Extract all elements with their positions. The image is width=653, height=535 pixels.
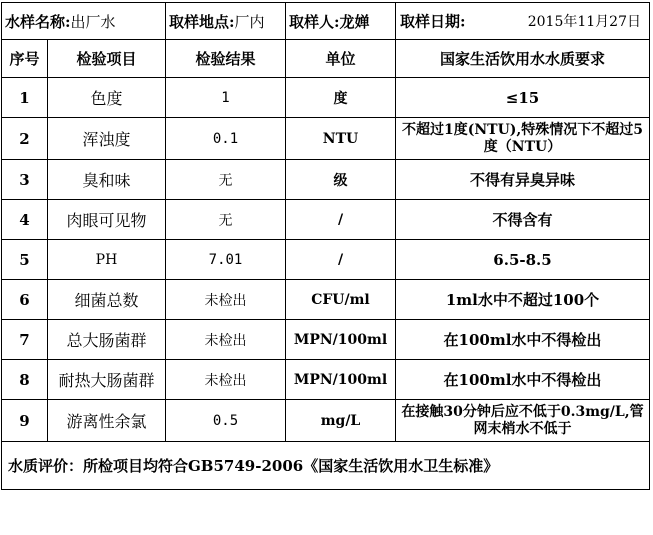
result-cell: 未检出 <box>166 320 286 360</box>
seq-cell: 8 <box>2 360 48 400</box>
seq-cell: 7 <box>2 320 48 360</box>
result-cell: 0.5 <box>166 400 286 442</box>
item-cell: 肉眼可见物 <box>48 200 166 240</box>
sample-name-label: 水样名称: <box>5 12 71 31</box>
item-cell: 总大肠菌群 <box>48 320 166 360</box>
requirement-cell: 在接触30分钟后应不低于0.3mg/L,管网末梢水不低于 <box>396 400 650 442</box>
date-label: 取样日期: <box>400 12 466 31</box>
sampler-cell <box>286 3 396 40</box>
table-row <box>2 280 650 320</box>
sampler-label: 取样人: <box>289 12 340 31</box>
seq-cell: 1 <box>2 78 48 118</box>
requirement-cell: 1ml水中不超过100个 <box>396 280 650 320</box>
location-cell <box>166 3 286 40</box>
item-cell: 游离性余氯 <box>48 400 166 442</box>
col-result: 检验结果 <box>166 40 286 78</box>
seq-cell: 5 <box>2 240 48 280</box>
requirement-cell: 不超过1度(NTU),特殊情况下不超过5度（NTU） <box>396 118 650 160</box>
requirement-cell: 在100ml水中不得检出 <box>396 360 650 400</box>
date-value: 2015年11月27日 <box>527 14 641 30</box>
result-cell: 0.1 <box>166 118 286 160</box>
unit-cell: mg/L <box>286 400 396 442</box>
header-row <box>2 3 650 40</box>
requirement-cell: 不得有异臭异味 <box>396 160 650 200</box>
unit-cell: CFU/ml <box>286 280 396 320</box>
location-label: 取样地点: <box>169 12 235 31</box>
water-quality-evaluation: 水质评价：所检项目均符合GB5749-2006《国家生活饮用水卫生标准》 <box>2 442 650 490</box>
table-row <box>2 118 650 160</box>
col-unit: 单位 <box>286 40 396 78</box>
table-row <box>2 320 650 360</box>
seq-cell: 6 <box>2 280 48 320</box>
unit-cell: / <box>286 200 396 240</box>
result-cell: 无 <box>166 200 286 240</box>
sample-name-value: 出厂水 <box>70 12 116 31</box>
requirement-cell: 不得含有 <box>396 200 650 240</box>
result-cell: 1 <box>166 78 286 118</box>
location-value: 厂内 <box>234 12 265 31</box>
item-cell: 色度 <box>48 78 166 118</box>
seq-cell: 9 <box>2 400 48 442</box>
report-table <box>1 2 650 490</box>
col-item: 检验项目 <box>48 40 166 78</box>
unit-cell: MPN/100ml <box>286 360 396 400</box>
unit-cell: 级 <box>286 160 396 200</box>
requirement-cell: 在100ml水中不得检出 <box>396 320 650 360</box>
seq-cell: 3 <box>2 160 48 200</box>
unit-cell: NTU <box>286 118 396 160</box>
column-header-row <box>2 40 650 78</box>
item-cell: PH <box>48 240 166 280</box>
sampler-value: 龙婵 <box>339 12 370 31</box>
result-cell: 无 <box>166 160 286 200</box>
seq-cell: 2 <box>2 118 48 160</box>
unit-cell: / <box>286 240 396 280</box>
result-cell: 未检出 <box>166 280 286 320</box>
result-cell: 7.01 <box>166 240 286 280</box>
table-row <box>2 78 650 118</box>
table-row <box>2 200 650 240</box>
seq-cell: 4 <box>2 200 48 240</box>
item-cell: 浑浊度 <box>48 118 166 160</box>
col-seq: 序号 <box>2 40 48 78</box>
col-requirement: 国家生活饮用水水质要求 <box>396 40 650 78</box>
requirement-cell: ≤15 <box>396 78 650 118</box>
item-cell: 细菌总数 <box>48 280 166 320</box>
table-row <box>2 160 650 200</box>
footer-row <box>2 442 650 490</box>
date-cell <box>396 3 650 40</box>
table-row <box>2 400 650 442</box>
unit-cell: MPN/100ml <box>286 320 396 360</box>
table-row <box>2 360 650 400</box>
sample-name-cell <box>2 3 166 40</box>
requirement-cell: 6.5-8.5 <box>396 240 650 280</box>
item-cell: 耐热大肠菌群 <box>48 360 166 400</box>
result-cell: 未检出 <box>166 360 286 400</box>
table-row <box>2 240 650 280</box>
item-cell: 臭和味 <box>48 160 166 200</box>
unit-cell: 度 <box>286 78 396 118</box>
